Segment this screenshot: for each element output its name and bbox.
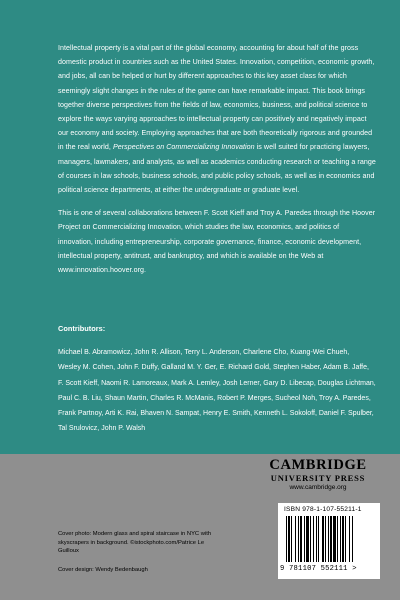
publisher-logo	[258, 458, 378, 492]
contributor-name: Frank Partnoy,	[58, 410, 104, 418]
contributor-name: Henry E. Smith,	[203, 410, 253, 418]
contributor-name: Charles R. McManis,	[150, 394, 216, 402]
contributor-name: Daniel F. Spulber,	[318, 410, 374, 418]
contributor-name: Galland M. Y. Ger,	[161, 364, 218, 372]
contributor-name: F. Scott Kieff,	[58, 379, 100, 387]
publisher-subtitle: UNIVERSITY PRESS	[270, 473, 366, 483]
publisher-url: www.cambridge.org	[289, 484, 347, 491]
contributor-name: John R. Allison,	[134, 349, 183, 356]
contributors-list	[58, 345, 380, 437]
contributors-heading: Contributors:	[58, 324, 106, 333]
barcode-number: 9 781107 552111 >	[280, 565, 357, 573]
cover-design-credit: Cover design: Wendy Bedenbaugh	[58, 567, 148, 573]
book-title: Perspectives on Commercializing Innovation	[112, 143, 255, 152]
contributor-name: Arti K. Rai,	[104, 410, 139, 418]
contributor-name: Shaun Martin,	[104, 394, 149, 402]
publisher-name: CAMBRIDGE	[269, 457, 367, 473]
contributor-name: Sucheol Noh,	[275, 394, 318, 402]
barcode-icon	[284, 516, 374, 564]
contributor-name: Naomi R. Lamoreaux,	[101, 379, 170, 387]
contributor-name: Mark A. Lemley,	[171, 379, 221, 387]
contributor-name: John P. Walsh	[101, 425, 146, 433]
blurb-paragraph-1	[58, 41, 376, 197]
contributor-name: Troy A. Paredes,	[318, 394, 371, 402]
blurb	[58, 41, 376, 286]
contributor-name: Stephen Haber,	[272, 364, 322, 372]
contributor-name: Robert P. Merges,	[217, 394, 274, 402]
contributor-name: Paul C. B. Liu,	[58, 394, 103, 402]
contributor-name: Charlene Cho,	[243, 349, 289, 356]
blurb-paragraph-1-text-b: is well suited for practicing lawyers, managers, lawmakers, and analysts, as well as academics conducting research or teaching a range of courses in law schools, business schools, and public policy schools, as well as in economics and political science departments, at either the undergraduate or graduate level.	[58, 143, 376, 195]
blurb-paragraph-2: This is one of several collaborations between F. Scott Kieff and Troy A. Paredes through the Hoover Project on Commercializing Innovation, which studies the law, economics, and politics of innovation, including entrepreneurship, corporate governance, finance, economic development, intellectual property, antitrust, and bankruptcy, and which is available on the Web at www.innovation.hoover.org.	[58, 209, 376, 275]
contributor-name: Kuang-Wei Chueh,	[290, 349, 350, 356]
contributor-name: Kenneth L. Sokoloff,	[253, 410, 317, 418]
barcode-box	[278, 503, 380, 579]
isbn: ISBN 978-1-107-55211-1	[284, 506, 362, 513]
contributor-name: Bhaven N. Sampat,	[140, 410, 202, 418]
contributor-name: Michael B. Abramowicz,	[58, 349, 133, 356]
contributor-name: E. Richard Gold,	[219, 364, 271, 372]
contributor-name: Gary D. Libecap,	[263, 379, 316, 387]
contributor-name: Terry L. Anderson,	[184, 349, 242, 356]
contributor-name: John F. Duffy,	[117, 364, 160, 372]
blurb-paragraph-1-text-a: Intellectual property is a vital part of the global economy, accounting for about half of the gross domestic product in countries such as the United States. Innovation, competition, economic growth, and jobs, all can be helped or hurt by different approaches to this key asset class for which seemingly slight changes in the rules of the game can have remarkable impact. This book brings together diverse perspectives from the fields of law, economics, business, and political science to explore the ways varying approaches to intellectual property can positively and negatively impact our economy and society. Employing approaches that are both theoretically rigorous and grounded in the real world,	[58, 44, 375, 152]
contributor-name: Wesley M. Cohen,	[58, 364, 116, 372]
contributor-name: Josh Lerner,	[222, 379, 262, 387]
contributor-name: Tal Srulovicz,	[58, 425, 100, 433]
contributor-name: Douglas Lichtman,	[317, 379, 376, 387]
cover-photo-credit: Cover photo: Modern glass and spiral staircase in NYC with skyscrapers in background. ©istockphoto.com/Patrice Le Guilloux	[58, 531, 212, 554]
contributor-name: Adam B. Jaffe,	[323, 364, 369, 372]
